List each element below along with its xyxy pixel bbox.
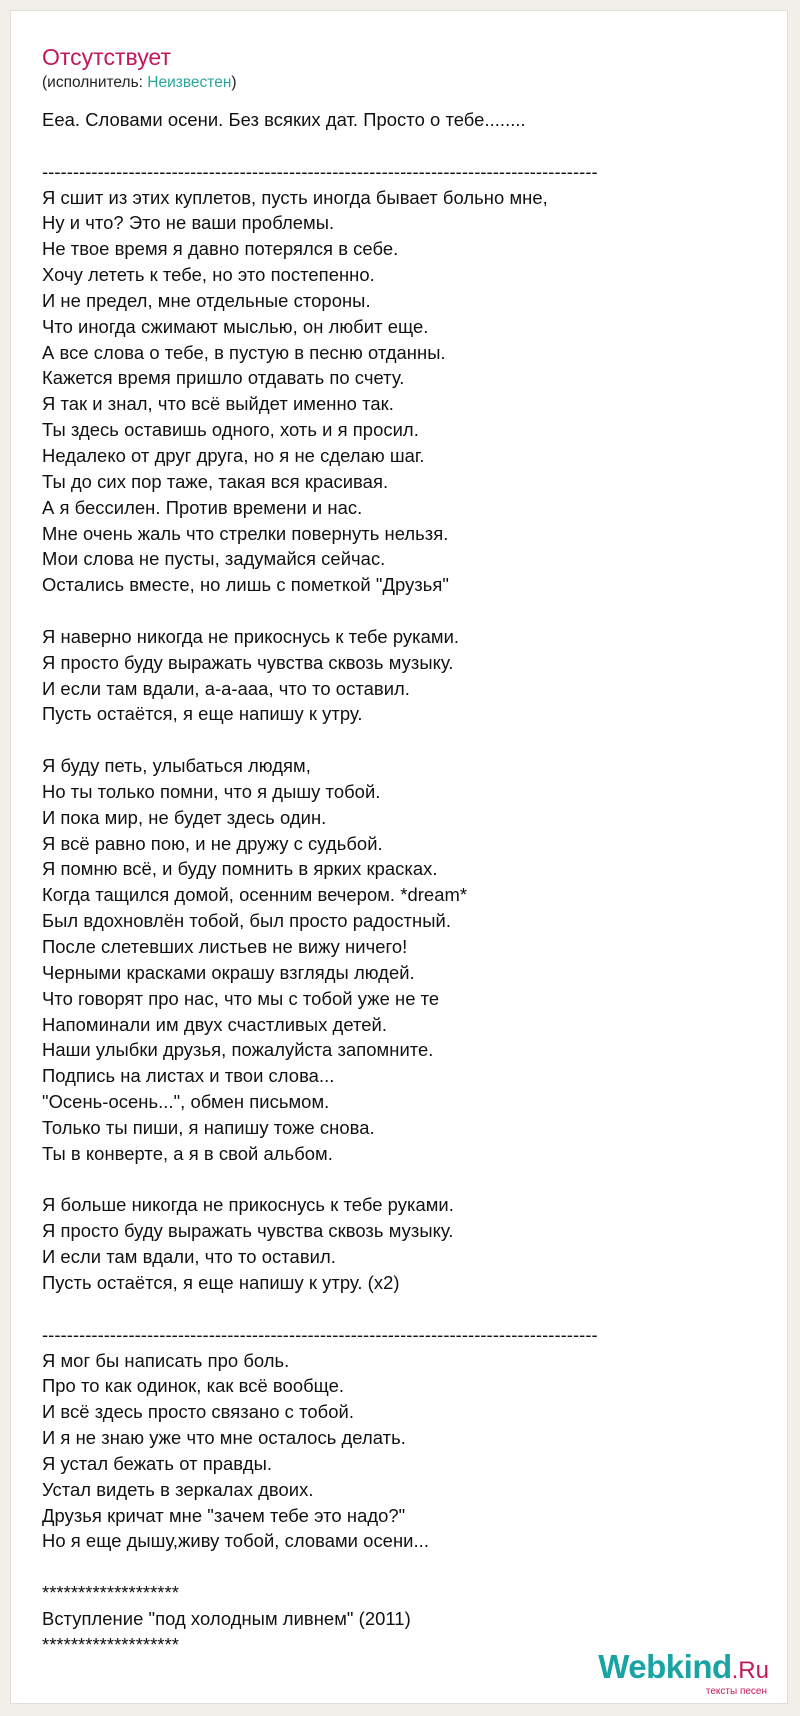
lyric-line: И я не знаю уже что мне осталось делать. [42, 1427, 406, 1449]
lyric-line: Ну и что? Это не ваши проблемы. [42, 212, 335, 234]
lyric-line: Ееа. Словами осени. Без всяких дат. Просто о тебе........ [42, 109, 526, 130]
performer-prefix: (исполнитель: [42, 74, 148, 91]
lyric-line: Остались вместе, но лишь с пометкой "Друзья" [42, 574, 450, 596]
lyric-line: Что говорят про нас, что мы с тобой уже не те [42, 987, 440, 1009]
lyric-line: Я так и знал, что всё выйдет именно так. [42, 393, 394, 415]
lyric-line: Я помню всё, и буду помнить в ярких красках. [42, 858, 438, 880]
blank-line [42, 133, 742, 159]
lyric-line: Что иногда сжимают мыслью, он любит еще. [42, 315, 429, 337]
lyric-line: Недалеко от друг друга, но я не сделаю шаг. [42, 444, 425, 466]
lyric-line: И всё здесь просто связано с тобой. [42, 1401, 354, 1423]
lyric-line: И не предел, мне отдельные стороны. [42, 289, 371, 311]
lyric-line: Про то как одинок, как всё вообще. [42, 1375, 345, 1397]
lyric-line: Пусть остаётся, я еще напишу к утру. [42, 703, 363, 725]
performer-link[interactable]: Неизвестен [147, 74, 232, 91]
asterisk-separator: ******************* [42, 1633, 179, 1655]
lyric-line: После слетевших листьев не вижу ничего! [42, 936, 408, 957]
lyric-line: Я буду петь, улыбаться людям, [42, 755, 311, 777]
lyric-line: Был вдохновлён тобой, был просто радостный. [42, 910, 451, 932]
lyric-line: И пока мир, не будет здесь один. [42, 806, 327, 828]
lyric-line: А я бессилен. Против времени и нас. [42, 496, 363, 518]
lyric-line: Мне очень жаль что стрелки повернуть нельзя. [42, 522, 449, 544]
lyric-line: Напоминали им двух счастливых детей. [42, 1013, 388, 1035]
lyric-line: Я устал бежать от правды. [42, 1452, 273, 1474]
lyric-line: Не твое время я давно потерялся в себе. [42, 238, 399, 260]
lyric-line: Но я еще дышу,живу тобой, словами осени... [42, 1530, 429, 1552]
lyric-line: Ты здесь оставишь одного, хоть и я просил. [42, 419, 419, 441]
performer-line [42, 73, 237, 93]
lyrics-page [10, 10, 788, 1704]
logo-wordmark [598, 1650, 769, 1688]
lyric-line: Я больше никогда не прикоснусь к тебе руками. [42, 1194, 454, 1216]
lyrics-text [42, 107, 742, 1658]
lyric-line: Хочу лететь к тебе, но это постепенно. [42, 264, 375, 286]
lyric-line: Я мог бы написать про боль. [42, 1349, 290, 1371]
lyric-line: И если там вдали, что то оставил. [42, 1246, 336, 1268]
lyric-line: Вступление "под холодным ливнем" (2011) [42, 1607, 411, 1629]
blank-line [42, 1167, 742, 1193]
lyric-line: Когда тащился домой, осенним вечером. *dream* [42, 884, 468, 906]
blank-line [42, 1554, 742, 1580]
asterisk-separator: ******************* [42, 1582, 179, 1604]
lyric-line: Ты в конверте, а я в свой альбом. [42, 1142, 333, 1164]
lyric-line: Я сшит из этих куплетов, пусть иногда бывает больно мне, [42, 186, 548, 208]
logo-suffix: .Ru [731, 1657, 769, 1684]
performer-suffix: ) [231, 74, 237, 91]
lyric-line: Подпись на листах и твои слова... [42, 1065, 335, 1087]
lyric-line: Кажется время пришло отдавать по счету. [42, 367, 405, 389]
lyric-line: Черными красками окрашу взгляды людей. [42, 961, 415, 983]
lyric-line: Пусть остаётся, я еще напишу к утру. (x2) [42, 1271, 400, 1293]
lyric-line: Ты до сих пор таже, такая вся красивая. [42, 470, 389, 492]
lyric-line: Устал видеть в зеркалах двоих. [42, 1478, 314, 1500]
song-title: Отсутствует [42, 44, 171, 70]
lyric-line: Наши улыбки друзья, пожалуйста запомните. [42, 1039, 434, 1061]
lyric-line: И если там вдали, а-а-ааа, что то оставил. [42, 677, 410, 699]
section-divider: ------------------------------------------------------------------------------------------ [42, 160, 598, 182]
logo-tagline: тексты песен [705, 1686, 767, 1697]
lyric-line: А все слова о тебе, в пустую в песню отданны. [42, 341, 446, 363]
lyric-line: "Осень-осень...", обмен письмом. [42, 1091, 330, 1113]
lyric-line: Друзья кричат мне "зачем тебе это надо?" [42, 1504, 406, 1526]
lyric-line: Я всё равно пою, и не дружу с судьбой. [42, 832, 383, 854]
lyric-line: Я просто буду выражать чувства сквозь музыку. [42, 1220, 454, 1242]
blank-line [42, 1296, 742, 1322]
lyric-line: Но ты только помни, что я дышу тобой. [42, 780, 381, 802]
lyric-line: Я наверно никогда не прикоснусь к тебе руками. [42, 625, 460, 647]
blank-line [42, 727, 742, 753]
logo-name: Webkind [598, 1648, 732, 1685]
lyric-line: Только ты пиши, я напишу тоже снова. [42, 1116, 375, 1138]
blank-line [42, 598, 742, 624]
webkind-logo[interactable] [598, 1650, 769, 1697]
lyric-line: Мои слова не пусты, задумайся сейчас. [42, 548, 386, 570]
section-divider: ------------------------------------------------------------------------------------------ [42, 1323, 598, 1345]
lyric-line: Я просто буду выражать чувства сквозь музыку. [42, 651, 454, 673]
